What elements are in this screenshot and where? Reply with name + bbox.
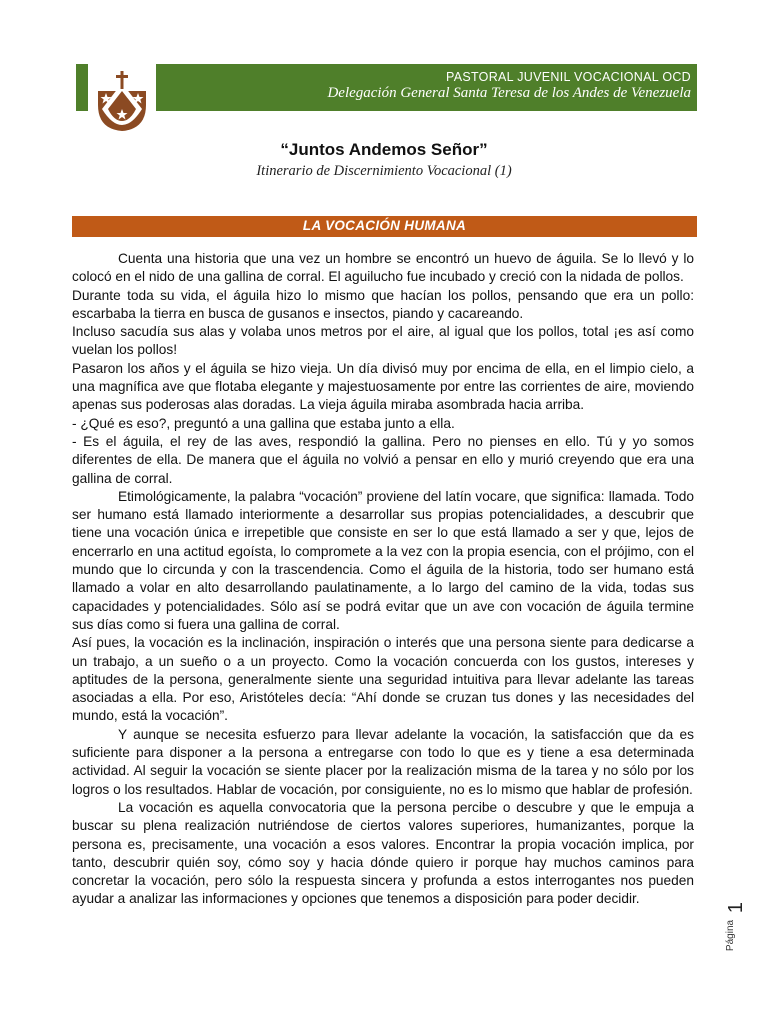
section-title: LA VOCACIÓN HUMANA (302, 218, 467, 233)
organization-subtitle: Delegación General Santa Teresa de los Andes de Venezuela (327, 85, 691, 101)
paragraph: - Es el águila, el rey de las aves, respondió la gallina. Pero no pienses en ello. Tú y yo somos diferentes de ella. De manera que el águila no volvió a pensar en ello y murió creyendo que era una gallina de corral. (72, 433, 694, 486)
page-number (727, 896, 757, 956)
organization-name: PASTORAL JUVENIL VOCACIONAL OCD (445, 70, 691, 84)
paragraph: Durante toda su vida, el águila hizo lo mismo que hacían los pollos, pensando que era un pollo: escarbaba la tierra en busca de gusanos e insectos, piando y cacareando. (72, 287, 694, 321)
paragraph: Y aunque se necesita esfuerzo para llevar adelante la vocación, la satisfacción que da es suficiente para disponer a la persona a entregarse con todo lo que es y tiene a esa determinada actividad. Al seguir la vocación se siente placer por la realización misma de la tarea y no sólo por los logros o los resultados. Hablar de vocación, por consiguiente, no es lo mismo que hablar de profesión. (72, 726, 694, 797)
page-digit: 1 (725, 901, 748, 914)
paragraph: Pasaron los años y el águila se hizo vieja. Un día divisó muy por encima de ella, en el limpio cielo, a una magnífica ave que flotaba elegante y majestuosamente por entre las corrientes de aire, moviendo apenas sus poderosas alas doradas. La vieja águila miraba asombrada hacia arriba. (72, 360, 694, 413)
page-label: Página (725, 919, 737, 952)
section-heading-bar (72, 216, 697, 237)
paragraph: Cuenta una historia que una vez un hombre se encontró un huevo de águila. Se lo llevó y lo colocó en el nido de una gallina de corral. El aguilucho fue incubado y creció con la nidada de pollos. (72, 251, 694, 285)
paragraph: - ¿Qué es eso?, preguntó a una gallina que estaba junto a ella. (72, 415, 455, 431)
document-header (76, 64, 697, 141)
document-subtitle: Itinerario de Discernimiento Vocacional (1) (256, 163, 512, 179)
carmelite-shield-icon (96, 69, 148, 133)
document-title: “Juntos Andemos Señor” (280, 140, 488, 159)
paragraph: Así pues, la vocación es la inclinación, inspiración o interés que una persona siente para dedicarse a un trabajo, a un sueño o a un proyecto. Como la vocación concuerda con los gustos, intereses y aptitudes de la persona, generalmente siente una seguridad intuitiva para llevar adelante las tareas asociadas a ella. Por eso, Aristóteles decía: “Ahí donde se cruzan tus dones y las necesidades del mundo, está la vocación”. (72, 635, 694, 724)
paragraph: La vocación es aquella convocatoria que la persona percibe o descubre y que le empuja a buscar su plena realización nutriéndose de ciertos valores superiores, humanizantes, porque la persona es, precisamente, una vocación a esos valores. Encontrar la propia vocación implica, por tanto, descubrir quién soy, cómo soy y hacia dónde quiero ir porque hay muchos caminos para concretar la vocación, pero sólo la respuesta sincera y profunda a estos interrogantes nos pueden ayudar a analizar las informaciones y opciones que tenemos a disposición para poder decidir. (72, 799, 694, 907)
header-bar (76, 64, 697, 111)
paragraph: Etimológicamente, la palabra “vocación” proviene del latín vocare, que significa: llamada. Todo ser humano está llamado interiormente a desarrollar sus propias potencialidades, a descubrir que tiene una vocación única e irrepetible que consiste en ser lo que está llamado a ser y que, lejos de encerrarlo en una actitud egoísta, lo compromete a la vez con la propia esencia, con el prójimo, con el mundo que lo circunda y con la trascendencia. Como el águila de la historia, todo ser humano está llamado a volar en alto desarrollando paulatinamente, a lo largo del camino de la vida, todas sus capacidades y potencialidades. Sólo así se podrá evitar que un ave con vocación de águila termine sus días como si fuera una gallina de corral. (72, 488, 694, 632)
paragraph: Incluso sacudía sus alas y volaba unos metros por el aire, al igual que los pollos, total ¡es así como vuelan los pollos! (72, 324, 694, 358)
body-text (72, 250, 694, 909)
logo (88, 64, 156, 141)
